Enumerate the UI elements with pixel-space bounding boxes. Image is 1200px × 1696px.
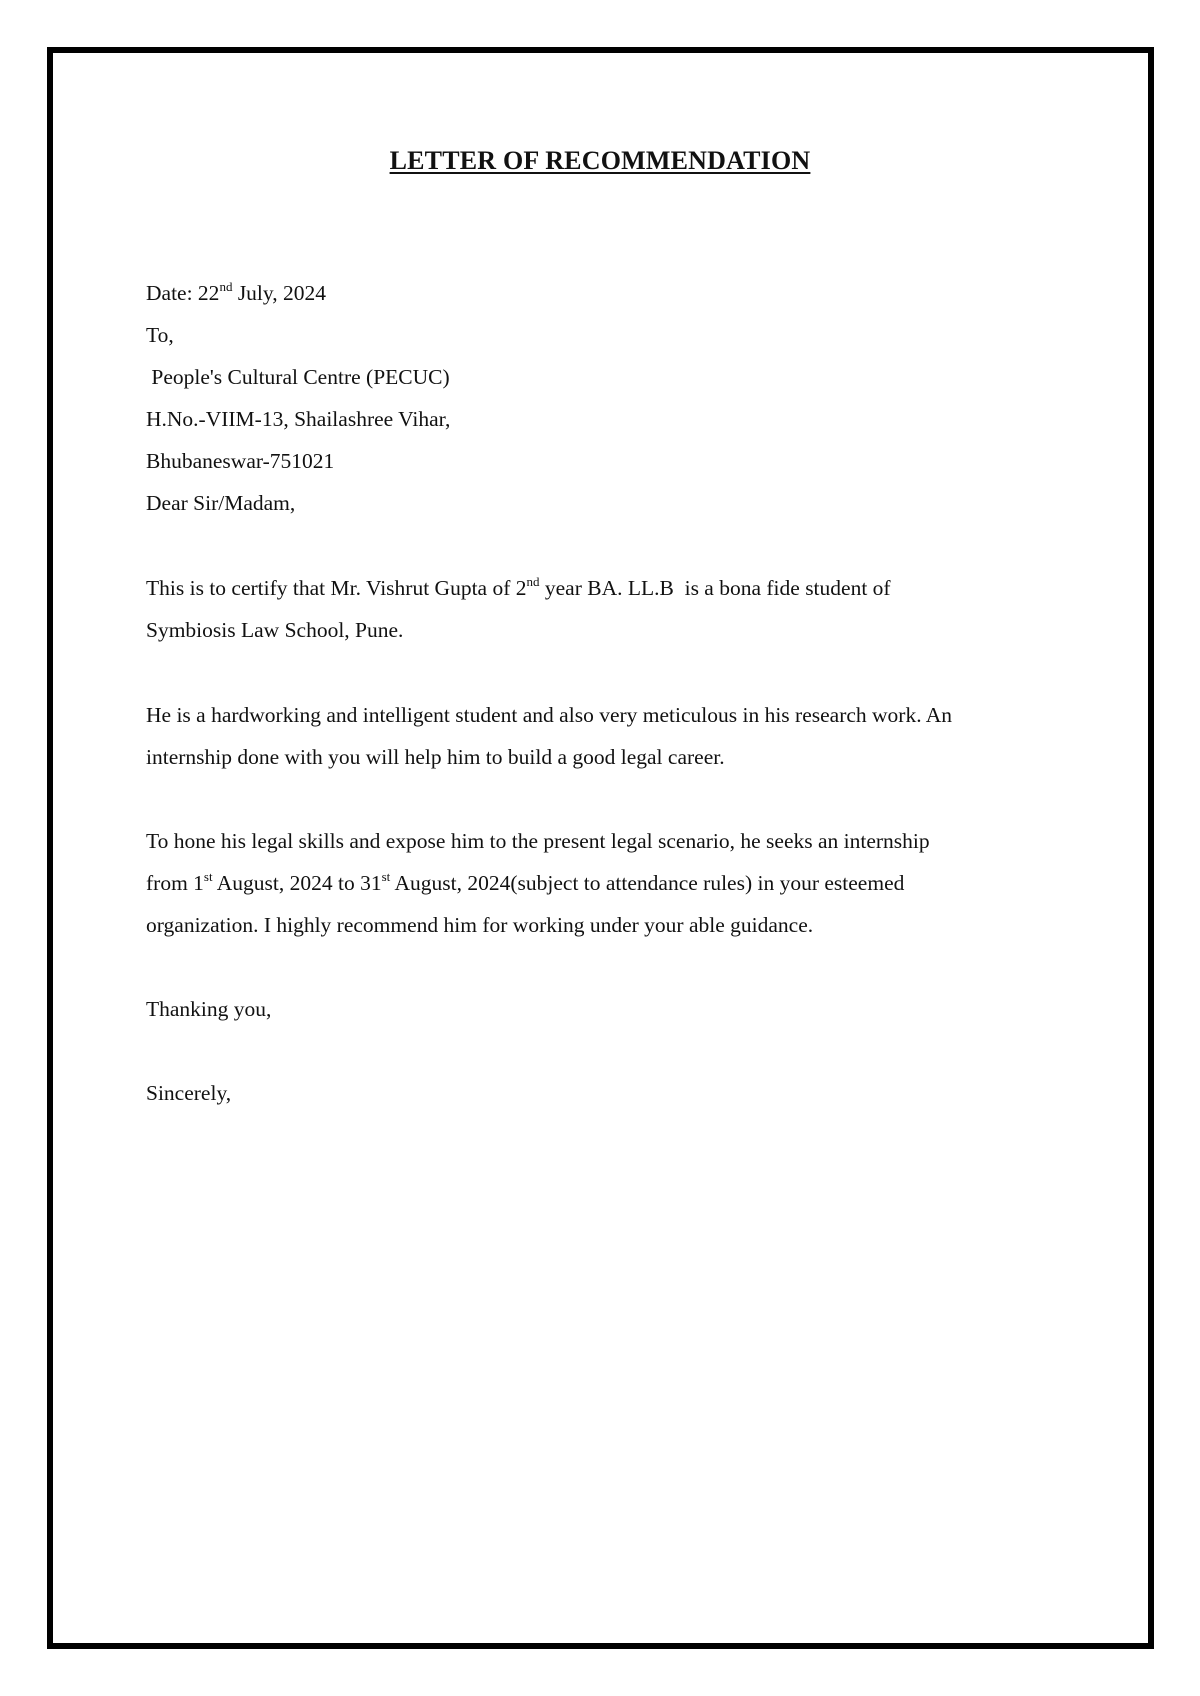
date-suffix: July, 2024: [232, 281, 327, 305]
letter-title: LETTER OF RECOMMENDATION: [389, 146, 811, 175]
salutation: Dear Sir/Madam,: [146, 491, 296, 515]
signoff: Sincerely,: [146, 1081, 232, 1105]
date-prefix: Date: 22: [146, 281, 220, 305]
para3-line1: To hone his legal skills and expose him to the present legal scenario, he seeks an internship: [146, 829, 930, 853]
address-line-3: Bhubaneswar-751021: [146, 449, 335, 473]
para3-line2-c: August, 2024(subject to attendance rules) in your esteemed: [390, 871, 905, 895]
to-line: To,: [146, 323, 174, 347]
para3-line3: organization. I highly recommend him for working under your able guidance.: [146, 913, 814, 937]
date-line: [146, 280, 326, 306]
para1-line1-prefix: This is to certify that Mr. Vishrut Gupta of 2: [146, 576, 527, 600]
para2-line2: internship done with you will help him to build a good legal career.: [146, 745, 725, 769]
para3-line2: [146, 870, 904, 896]
para1-line1: [146, 575, 891, 601]
closing: Thanking you,: [146, 997, 272, 1021]
para1-line2: Symbiosis Law School, Pune.: [146, 618, 404, 642]
para3-line2-a: from 1: [146, 871, 204, 895]
date-ordinal: nd: [219, 279, 233, 294]
address-line-1: People's Cultural Centre (PECUC): [146, 365, 450, 389]
para3-ordinal-2: st: [381, 869, 391, 884]
para1-line1-suffix: year BA. LL.B is a bona fide student of: [539, 576, 891, 600]
address-line-2: H.No.-VIIM-13, Shailashree Vihar,: [146, 407, 451, 431]
para1-ordinal: nd: [526, 574, 540, 589]
para3-line2-b: August, 2024 to 31: [212, 871, 382, 895]
para3-ordinal-1: st: [203, 869, 213, 884]
para2-line1: He is a hardworking and intelligent student and also very meticulous in his research work. An: [146, 703, 953, 727]
